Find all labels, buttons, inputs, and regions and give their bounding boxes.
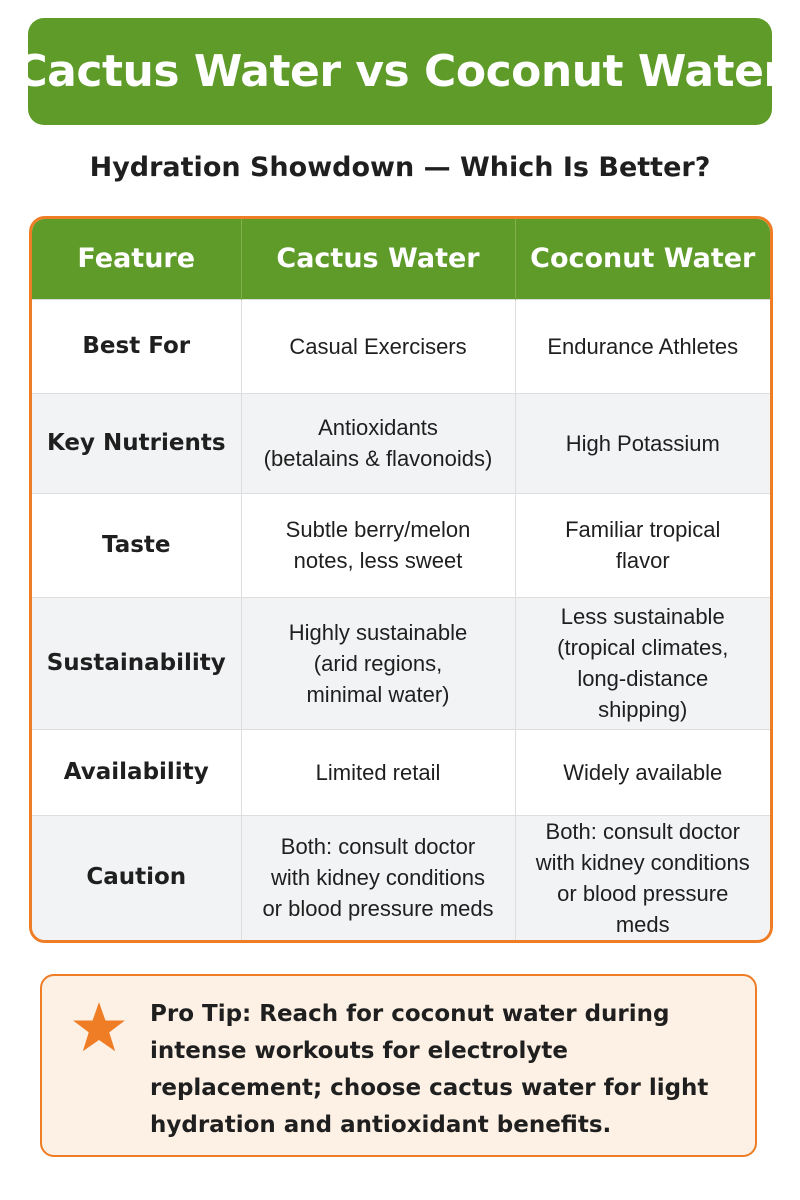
page-subtitle: Hydration Showdown — Which Is Better?	[89, 152, 711, 183]
coconut-cell: Both: consult doctor with kidney conditions or blood pressure meds	[515, 815, 770, 940]
header-cactus-water: Cactus Water	[241, 219, 515, 299]
cactus-cell: Limited retail	[241, 729, 515, 815]
table-row	[32, 299, 770, 393]
table-row	[32, 815, 770, 940]
table-header-row	[32, 219, 770, 299]
header-coconut-water: Coconut Water	[530, 243, 756, 275]
feature-cell: Caution	[32, 815, 241, 940]
table-row	[32, 597, 770, 729]
feature-cell: Taste	[32, 493, 241, 597]
feature-cell: Key Nutrients	[32, 393, 241, 493]
page-title: Cactus Water vs Coconut Water	[15, 46, 785, 97]
coconut-cell: Familiar tropical flavor	[515, 493, 770, 597]
table-row	[32, 393, 770, 493]
table-row	[32, 493, 770, 597]
feature-cell: Sustainability	[32, 597, 241, 729]
feature-cell: Best For	[32, 299, 241, 393]
coconut-cell: Endurance Athletes	[515, 299, 770, 393]
cactus-cell: Casual Exercisers	[241, 299, 515, 393]
star-icon	[72, 1000, 126, 1054]
cactus-cell: Antioxidants (betalains & flavonoids)	[241, 393, 515, 493]
comparison-table	[29, 216, 773, 943]
feature-cell: Availability	[32, 729, 241, 815]
coconut-cell: High Potassium	[515, 393, 770, 493]
table-row	[32, 729, 770, 815]
title-banner	[15, 18, 785, 125]
coconut-cell: Less sustainable (tropical climates, long-distance shipping)	[515, 597, 770, 729]
cactus-cell: Both: consult doctor with kidney conditions or blood pressure meds	[241, 815, 515, 940]
header-feature: Feature	[32, 219, 241, 299]
coconut-cell: Widely available	[515, 729, 770, 815]
cactus-cell: Highly sustainable (arid regions, minimal water)	[241, 597, 515, 729]
pro-tip-text: Pro Tip: Reach for coconut water during intense workouts for electrolyte replacement; choose cactus water for light hydration and antioxidant benefits.	[150, 1001, 709, 1138]
pro-tip-box	[40, 974, 757, 1157]
cactus-cell: Subtle berry/melon notes, less sweet	[241, 493, 515, 597]
